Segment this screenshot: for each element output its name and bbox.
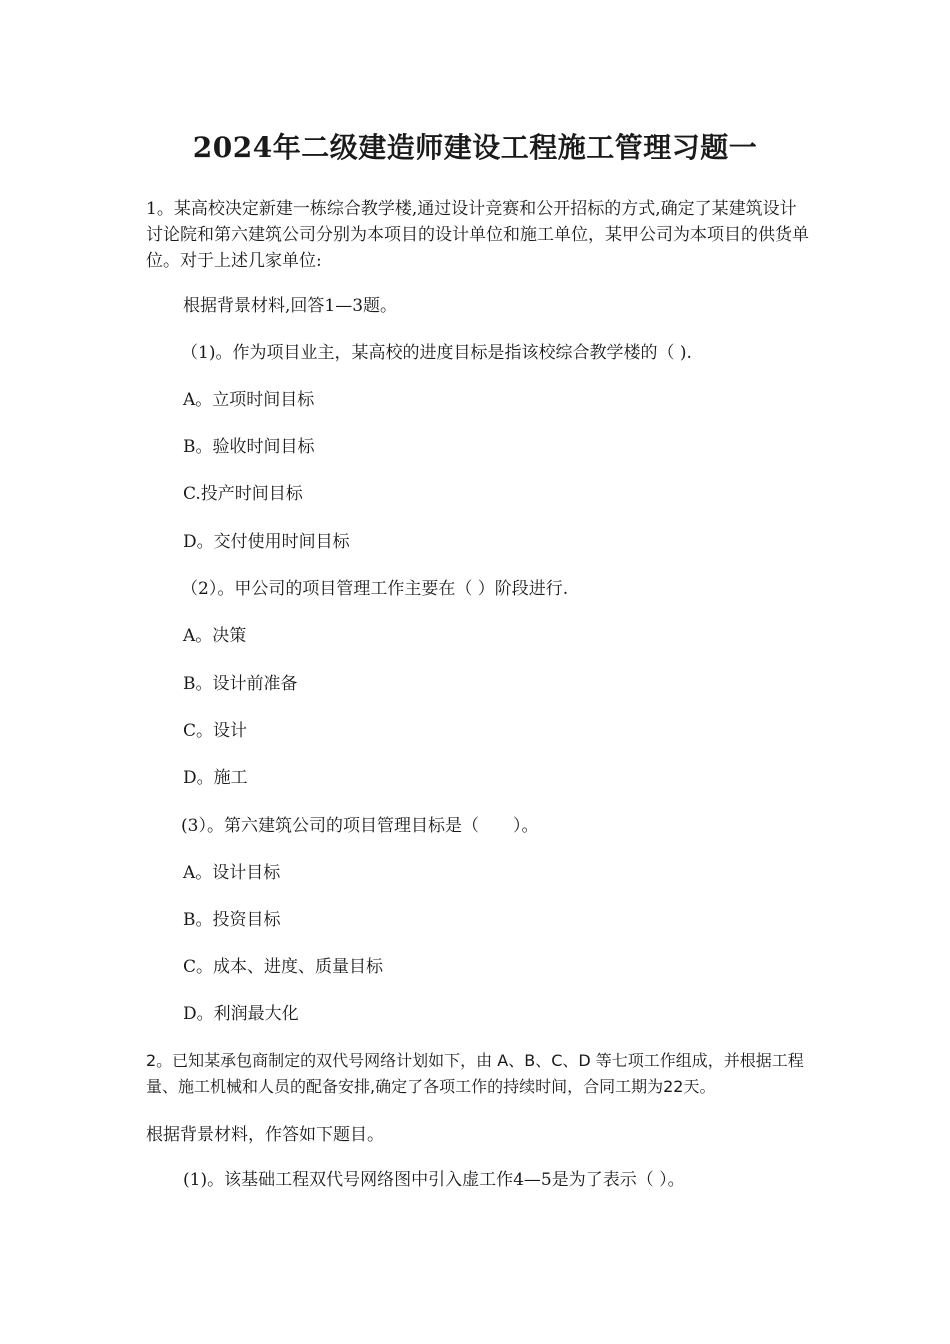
q1-sub1-question: （1)。作为项目业主，某高校的进度目标是指该校综合教学楼的（ ). xyxy=(181,343,692,363)
q1-sub1-option-a: A。立项时间目标 xyxy=(183,390,315,410)
q1-stem: 1。某高校决定新建一栋综合教学楼,通过设计竞赛和公开招标的方式,确定了某建筑设计讨论院和第六建筑公司分别为本项目的设计单位和施工单位，某甲公司为本项目的供货单位。对于上述几家单位: xyxy=(146,199,809,271)
q1-sub1-option-d: D。交付使用时间目标 xyxy=(183,532,350,552)
q1-sub1-option-b: B。验收时间目标 xyxy=(183,437,315,457)
q1-sub3-option-c: C。成本、进度、质量目标 xyxy=(183,957,384,977)
q1-sub3-option-d: D。利润最大化 xyxy=(183,1004,299,1024)
q2-intro: 根据背景材料，作答如下题目。 xyxy=(146,1125,384,1145)
q1-sub3-question: (3）。第六建筑公司的项目管理目标是（ ）。 xyxy=(181,816,539,836)
q1-sub3-option-a: A。设计目标 xyxy=(183,863,281,883)
q1-sub3-option-b: B。投资目标 xyxy=(183,910,281,930)
q1-sub2-option-c: C。设计 xyxy=(183,721,248,741)
q1-sub2-question: （2）。甲公司的项目管理工作主要在（ ）阶段进行. xyxy=(181,579,569,599)
q2-stem: 2。已知某承包商制定的双代号网络计划如下，由 A、B、C、D 等七项工作组成，并根据工程量、施工机械和人员的配备安排,确定了各项工作的持续时间，合同工期为22天。 xyxy=(146,1051,804,1096)
document-title: 2024年二级建造师建设工程施工管理习题一 xyxy=(192,131,758,164)
q1-sub2-option-d: D。施工 xyxy=(183,768,248,788)
q1-sub2-option-b: B。设计前准备 xyxy=(183,674,298,694)
q1-sub2-option-a: A。决策 xyxy=(183,626,247,646)
q2-sub1-question: (1)。该基础工程双代号网络图中引入虚工作4—5是为了表示（ ）。 xyxy=(183,1170,685,1190)
q1-sub1-option-c: C.投产时间目标 xyxy=(183,484,303,504)
q1-intro: 根据背景材料,回答1—3题。 xyxy=(183,296,398,316)
